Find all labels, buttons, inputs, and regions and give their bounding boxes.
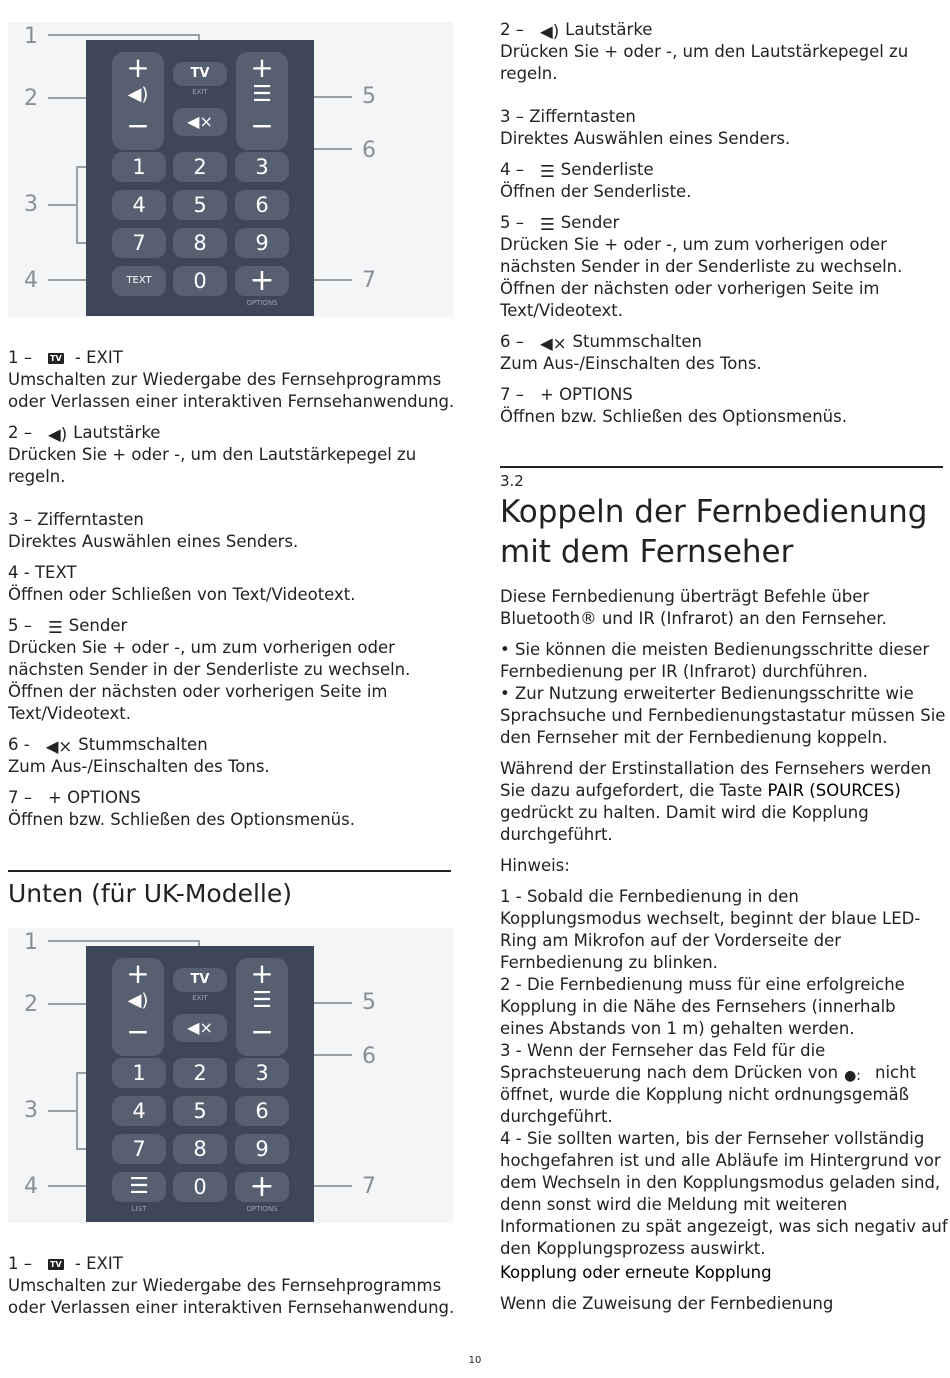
body-text: Wenn die Zuweisung der Fernbedienung	[500, 1294, 834, 1313]
list-label: LIST	[131, 1205, 147, 1213]
plus-icon: +	[250, 957, 274, 990]
volume-icon: ◀)	[127, 84, 149, 105]
section-number: 3.2	[500, 472, 524, 490]
list-icon: ☰	[252, 988, 272, 1013]
item-label: Sender	[68, 616, 128, 635]
digit-key: 8	[173, 1134, 227, 1164]
exit-label: EXIT	[192, 994, 208, 1002]
callout-4: 4	[24, 1174, 38, 1199]
google-assistant-icon: ●:	[844, 1068, 861, 1084]
body-text: nächsten Sender in der Senderliste zu wechseln.	[500, 257, 903, 276]
body-text: Drücken Sie + oder -, um den Lautstärkepegel zu	[500, 42, 909, 61]
callout-1: 1	[24, 930, 38, 955]
body-text: Zum Aus-/Einschalten des Tons.	[8, 757, 270, 776]
plus-icon: +	[250, 51, 274, 84]
mute-key: ◀×	[173, 1014, 227, 1042]
note-text: 3 - Wenn der Fernseher das Feld für die	[500, 1041, 826, 1060]
body-text: oder Verlassen einer interaktiven Fernsehanwendung.	[8, 392, 455, 411]
digit-key: 3	[235, 1058, 289, 1088]
callout-6: 6	[362, 1044, 376, 1069]
options-key: +	[235, 266, 289, 296]
note-text: durchgeführt.	[500, 1107, 613, 1126]
plus-icon: +	[126, 51, 150, 84]
item-label: Sender	[560, 213, 620, 232]
digit-key: 0	[173, 266, 227, 296]
digit-key: 3	[235, 152, 289, 182]
item-number: 5 –	[500, 213, 524, 232]
volume-icon: ◀)	[48, 425, 68, 444]
volume-icon: ◀)	[127, 990, 149, 1011]
body-text: Bluetooth® und IR (Infrarot) an den Fernseher.	[500, 609, 887, 628]
note-label: Hinweis:	[500, 856, 570, 875]
note-text-part: nicht	[875, 1063, 917, 1082]
digit-key: 2	[173, 152, 227, 182]
callout-4: 4	[24, 268, 38, 293]
digit-key: 1	[112, 152, 166, 182]
item-number: 5 –	[8, 616, 32, 635]
volume-icon: ◀)	[540, 22, 560, 41]
digit-key: 4	[112, 1096, 166, 1126]
key-name: PAIR (SOURCES)	[767, 781, 901, 800]
tv-icon: TV	[50, 1260, 62, 1269]
section-divider	[500, 466, 943, 468]
item-number: 2 –	[500, 20, 524, 39]
item-number: 1 –	[8, 1254, 32, 1273]
minus-icon: −	[126, 1015, 150, 1048]
callout-7: 7	[362, 1174, 376, 1199]
digit-key: 2	[173, 1058, 227, 1088]
digit-key: 1	[112, 1058, 166, 1088]
body-text: Während der Erstinstallation des Fernsehers werden	[500, 759, 932, 778]
leader-line	[48, 204, 76, 206]
body-text: Direktes Auswählen eines Senders.	[500, 129, 791, 148]
callout-6: 6	[362, 138, 376, 163]
item-label: - EXIT	[69, 348, 123, 367]
options-label: OPTIONS	[246, 1205, 278, 1213]
text-key: TEXT	[112, 266, 166, 296]
body-text: durchgeführt.	[500, 825, 613, 844]
item-digits-title: 3 – Zifferntasten	[8, 510, 144, 529]
note-text: Fernbedienung zu blinken.	[500, 953, 718, 972]
options-label: OPTIONS	[246, 299, 278, 307]
digit-key: 5	[173, 1096, 227, 1126]
note-text-part: Sprachsteuerung nach dem Drücken von	[500, 1063, 839, 1082]
item-label: Stummschalten	[572, 332, 702, 351]
leader-line	[48, 1110, 76, 1112]
digit-key: 6	[235, 190, 289, 220]
minus-icon: −	[250, 1015, 274, 1048]
remote-control	[86, 946, 314, 1222]
body-text: Öffnen bzw. Schließen des Optionsmenüs.	[500, 407, 847, 426]
item-number: 7 –	[8, 788, 32, 807]
item-options-title	[500, 384, 633, 406]
list-icon: ☰	[540, 215, 555, 234]
item-options-title	[8, 787, 141, 809]
options-key: +	[235, 1172, 289, 1202]
item-channel-title	[500, 212, 619, 236]
note-text: Kopplung in die Nähe des Fernsehers (innerhalb	[500, 997, 896, 1016]
item-number: 6 -	[8, 735, 30, 754]
note-text: öffnet, wurde die Kopplung nicht ordnungsgemäß	[500, 1085, 910, 1104]
item-number: 7 –	[500, 385, 524, 404]
bullet-text: Sprachsuche und Fernbedienungstastatur müssen Sie	[500, 706, 946, 725]
item-number: 2 –	[8, 423, 32, 442]
item-exit-title	[8, 347, 123, 369]
list-key: ☰	[112, 1172, 166, 1202]
mute-icon: ◀×	[540, 334, 567, 353]
plus-icon: +	[126, 957, 150, 990]
mute-icon: ◀×	[45, 737, 73, 756]
subheading: Kopplung oder erneute Kopplung	[500, 1263, 772, 1282]
remote-control	[86, 40, 314, 316]
callout-5: 5	[362, 990, 376, 1015]
digit-key: 5	[173, 190, 227, 220]
body-text: Diese Fernbedienung überträgt Befehle über	[500, 587, 870, 606]
body-text: Zum Aus-/Einschalten des Tons.	[500, 354, 762, 373]
callout-3: 3	[24, 192, 38, 217]
bullet-text: den Fernseher mit der Fernbedienung koppeln.	[500, 728, 888, 747]
body-text: Direktes Auswählen eines Senders.	[8, 532, 299, 551]
note-text: Ring am Mikrofon auf der Vorderseite der	[500, 931, 842, 950]
item-number: 1 –	[8, 348, 32, 367]
body-text: Öffnen der nächsten oder vorherigen Seite im	[8, 682, 388, 701]
callout-2: 2	[24, 86, 38, 111]
item-exit-title	[8, 1253, 123, 1275]
body-text: Drücken Sie + oder -, um den Lautstärkepegel zu	[8, 445, 417, 464]
item-number: 4 –	[500, 160, 524, 179]
digit-key: 9	[235, 228, 289, 258]
minus-icon: −	[126, 109, 150, 142]
bullet-text: Fernbedienung per IR (Infrarot) durchführen.	[500, 662, 868, 681]
digit-key: 8	[173, 228, 227, 258]
body-text: Drücken Sie + oder -, um zum vorherigen oder	[8, 638, 395, 657]
bullet-text: • Zur Nutzung erweiterter Bedienungsschritte wie	[500, 684, 914, 703]
digit-key: 9	[235, 1134, 289, 1164]
remote-figure	[8, 22, 453, 317]
item-label: Stummschalten	[78, 735, 208, 754]
item-label: Senderliste	[560, 160, 654, 179]
uk-heading: Unten (für UK-Modelle)	[8, 879, 292, 908]
list-icon: ☰	[252, 82, 272, 107]
callout-2: 2	[24, 992, 38, 1017]
item-channel-title	[8, 615, 127, 639]
item-volume-title	[8, 422, 160, 446]
bullet-text: • Sie können die meisten Bedienungsschritte dieser	[500, 640, 930, 659]
item-label: Lautstärke	[73, 423, 161, 442]
leader-line	[48, 940, 200, 942]
leader-line	[76, 1072, 78, 1150]
body-text: nächsten Sender in der Senderliste zu wechseln.	[8, 660, 411, 679]
body-text: gedrückt zu halten. Damit wird die Kopplung	[500, 803, 869, 822]
item-channel-list-title	[500, 159, 654, 183]
remote-figure-uk	[8, 928, 453, 1223]
list-icon: ☰	[540, 162, 555, 181]
body-text-part: Sie dazu aufgefordert, die Taste	[500, 781, 768, 800]
note-text: Kopplungsmodus wechselt, beginnt der blaue LED-	[500, 909, 921, 928]
item-text-title: 4 - TEXT	[8, 563, 77, 582]
body-text: Umschalten zur Wiedergabe des Fernsehprogramms	[8, 1276, 442, 1295]
digit-key: 7	[112, 228, 166, 258]
digit-key: 4	[112, 190, 166, 220]
body-text: Umschalten zur Wiedergabe des Fernsehprogramms	[8, 370, 442, 389]
body-text: regeln.	[8, 467, 66, 486]
note-text: den Kopplungsprozess auswirkt.	[500, 1239, 766, 1258]
callout-5: 5	[362, 84, 376, 109]
body-text	[500, 780, 901, 802]
note-text: hochgefahren ist und alle Abläufe im Hintergrund vor	[500, 1151, 941, 1170]
callout-7: 7	[362, 268, 376, 293]
note-text: 4 - Sie sollten warten, bis der Fernseher vollständig	[500, 1129, 925, 1148]
callout-1: 1	[24, 24, 38, 49]
exit-label: EXIT	[192, 88, 208, 96]
tv-key: TV	[173, 62, 227, 86]
note-text: 1 - Sobald die Fernbedienung in den	[500, 887, 799, 906]
tv-icon: TV	[50, 354, 62, 363]
body-text: Öffnen oder Schließen von Text/Videotext.	[8, 585, 356, 604]
section-divider	[8, 870, 451, 872]
section-heading-line2: mit dem Fernseher	[500, 534, 794, 570]
digit-key: 6	[235, 1096, 289, 1126]
body-text: regeln.	[500, 64, 558, 83]
note-text: eines Abstands von 1 m) gehalten werden.	[500, 1019, 855, 1038]
item-number: 6 –	[500, 332, 524, 351]
item-label: + OPTIONS	[48, 788, 141, 807]
leader-line	[76, 166, 78, 244]
body-text: oder Verlassen einer interaktiven Fernsehanwendung.	[8, 1298, 455, 1317]
mute-key: ◀×	[173, 108, 227, 136]
body-text: Öffnen der nächsten oder vorherigen Seite im	[500, 279, 880, 298]
note-text: Informationen zu spät angezeigt, was sich negativ auf	[500, 1217, 948, 1236]
body-text: Text/Videotext.	[8, 704, 131, 723]
note-text: denn sonst wird die Meldung mit weiteren	[500, 1195, 848, 1214]
note-text: dem Wechseln in den Kopplungsmodus geladen sind,	[500, 1173, 941, 1192]
callout-3: 3	[24, 1098, 38, 1123]
item-label: - EXIT	[69, 1254, 123, 1273]
item-mute-title	[8, 734, 208, 758]
body-text: Drücken Sie + oder -, um zum vorherigen oder	[500, 235, 887, 254]
item-digits-title: 3 – Zifferntasten	[500, 107, 636, 126]
item-label: + OPTIONS	[540, 385, 633, 404]
note-text: 2 - Die Fernbedienung muss für eine erfolgreiche	[500, 975, 905, 994]
digit-key: 0	[173, 1172, 227, 1202]
body-text: Öffnen der Senderliste.	[500, 182, 692, 201]
item-mute-title	[500, 331, 702, 355]
page-number: 10	[468, 1355, 482, 1366]
tv-key: TV	[173, 968, 227, 992]
leader-line	[48, 34, 200, 36]
body-text: Text/Videotext.	[500, 301, 623, 320]
item-label: Lautstärke	[565, 20, 653, 39]
minus-icon: −	[250, 109, 274, 142]
section-heading-line1: Koppeln der Fernbedienung	[500, 494, 928, 530]
list-icon: ☰	[48, 618, 63, 637]
digit-key: 7	[112, 1134, 166, 1164]
body-text: Öffnen bzw. Schließen des Optionsmenüs.	[8, 810, 355, 829]
item-volume-title	[500, 19, 652, 43]
